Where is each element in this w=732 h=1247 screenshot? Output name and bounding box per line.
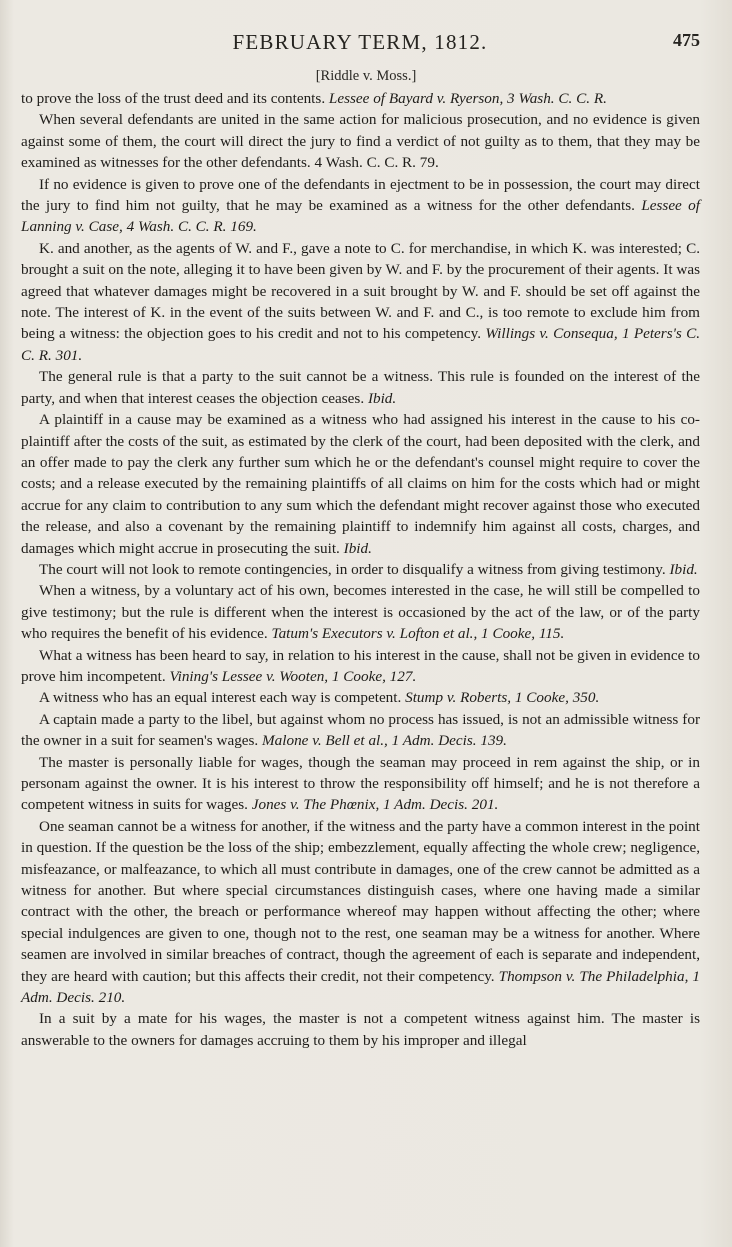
paragraph-text: In a suit by a mate for his wages, the master is not a competent witness against him. The master is answerable to the owners for damages accruing to them by his improper and illegal bbox=[21, 1010, 700, 1049]
paragraph-text: If no evidence is given to prove one of the defendants in ejectment to be in possession, the court may direct the jury to find him not guilty, that he may be examined as a witness for the other defendants. bbox=[21, 175, 700, 215]
citation: Tatum's Executors v. Lofton et al., 1 Cooke, 115. bbox=[271, 625, 565, 643]
paragraph bbox=[21, 409, 700, 559]
paragraph-text: The master is personally liable for wages, though the seaman may proceed in rem against the ship, or in personam against the owner. It is his interest to throw the responsibility off himself; and he is not therefore a competent witness in suits for wages. bbox=[21, 753, 700, 814]
paragraph bbox=[21, 709, 700, 752]
paragraph bbox=[21, 174, 700, 238]
running-title: FEBRUARY TERM, 1812. bbox=[232, 30, 488, 54]
paragraph-text: A captain made a party to the libel, but against whom no process has issued, is not an admissible witness for the owner in a suit for seamen's wages. bbox=[21, 710, 700, 750]
paragraph bbox=[21, 645, 700, 688]
citation: Thompson v. The Philadelphia, 1 Adm. Decis. 210. bbox=[21, 967, 700, 1007]
paragraph bbox=[21, 88, 700, 109]
citation: Lessee of Bayard v. Ryerson, 3 Wash. C. C. R. bbox=[328, 90, 607, 107]
paragraph-text: K. and another, as the agents of W. and F., gave a note to C. for merchandise, in which K. was interested; C. brought a suit on the note, alleging it to have been given by W. and F. by the procurement of their agents. It was agreed that whatever damages might be recovered in a suit brought by W. and F. should be set off against the note. The interest of K. in the event of the suits between W. and F. and C., is too remote to exclude him from being a witness: the objection goes to his credit and not to his competency. bbox=[21, 239, 700, 343]
citation: Willings v. Consequa, 1 Peters's C. C. R. 301. bbox=[21, 325, 700, 364]
page-body bbox=[21, 88, 700, 1051]
page-number: 475 bbox=[673, 30, 700, 50]
paragraph-text: A witness who has an equal interest each way is competent. bbox=[39, 689, 402, 707]
paragraph-text: A plaintiff in a cause may be examined as a witness who had assigned his interest in the cause to his co-plaintiff after the costs of the suit, as estimated by the clerk of the court, had been deposited with the clerk, and an offer made to pay the clerk any further sum which he or the defendant's counsel might require to cover the costs; and a release executed by the remaining plaintiffs of all claims on him for the costs which had or might accrue for any claim to contribution to any sum which the defendant might recover against those who executed the release, and also a covenant by the remaining plaintiff to indemnify him against all costs, charges, and damages which might accrue in prosecuting the suit. bbox=[21, 411, 700, 557]
citation: Malone v. Bell et al., 1 Adm. Decis. 139. bbox=[262, 732, 507, 750]
paragraph bbox=[21, 1008, 700, 1051]
case-caption: [Riddle v. Moss.] bbox=[315, 68, 417, 84]
paragraph-text: The general rule is that a party to the suit cannot be a witness. This rule is founded on the interest of the party, and when that interest ceases the objection ceases. bbox=[21, 368, 700, 407]
paragraph bbox=[21, 752, 700, 816]
paragraph-text: When several defendants are united in the same action for malicious prosecution, and no evidence is given against some of them, the court will direct the jury to find a verdict of not guilty as to them, that they may be examined as witnesses for the other defendants. 4 Wash. C. C. R. 79. bbox=[21, 111, 700, 172]
citation: Ibid. bbox=[367, 389, 397, 407]
citation: Vining's Lessee v. Wooten, 1 Cooke, 127. bbox=[169, 667, 417, 685]
paragraph-text: One seaman cannot be a witness for another, if the witness and the party have a common interest in the point in question. If the question be the loss of the ship; embezzlement, equally affecting the whole crew; negligence, misfeazance, or malfeazance, to which all must contribute in damages, one of the crew cannot be admitted as a witness for another. But where special circumstances distinguish cases, where one having made a similar contract with the other, the breach or performance whereof may happen without affecting the other; where special indulgences are given to one, though not to the rest, one seaman may be a witness for another. Where seamen are involved in similar breaches of contract, though the agreement of each is separate and independent, they are heard with caution; but this affects their credit, not their competency. bbox=[21, 817, 700, 985]
citation: Lessee of Lanning v. Case, 4 Wash. C. C. R. 169. bbox=[21, 197, 700, 236]
paragraph bbox=[21, 816, 700, 1009]
citation: Ibid. bbox=[669, 560, 698, 578]
citation: Jones v. The Phœnix, 1 Adm. Decis. 201. bbox=[251, 796, 499, 814]
paragraph-text: The court will not look to remote contingencies, in order to disqualify a witness from giving testimony. bbox=[39, 560, 666, 578]
paragraph-text: When a witness, by a voluntary act of his own, becomes interested in the case, he will still be compelled to give testimony; but the rule is different when the interest is occasioned by the act of the law, or of the party who requires the benefit of his evidence. bbox=[21, 582, 700, 643]
citation: Stump v. Roberts, 1 Cooke, 350. bbox=[405, 689, 600, 707]
paragraph-text: What a witness has been heard to say, in relation to his interest in the cause, shall not be given in evidence to prove him incompetent. bbox=[21, 646, 700, 685]
running-head bbox=[20, 30, 700, 58]
paragraph bbox=[21, 366, 700, 409]
citation: Ibid. bbox=[343, 539, 372, 557]
paragraph bbox=[21, 109, 700, 173]
paragraph bbox=[21, 238, 700, 366]
paragraph bbox=[21, 559, 700, 580]
paragraph bbox=[21, 580, 700, 644]
paragraph-text: to prove the loss of the trust deed and its contents. bbox=[21, 90, 326, 107]
paragraph bbox=[21, 687, 700, 708]
